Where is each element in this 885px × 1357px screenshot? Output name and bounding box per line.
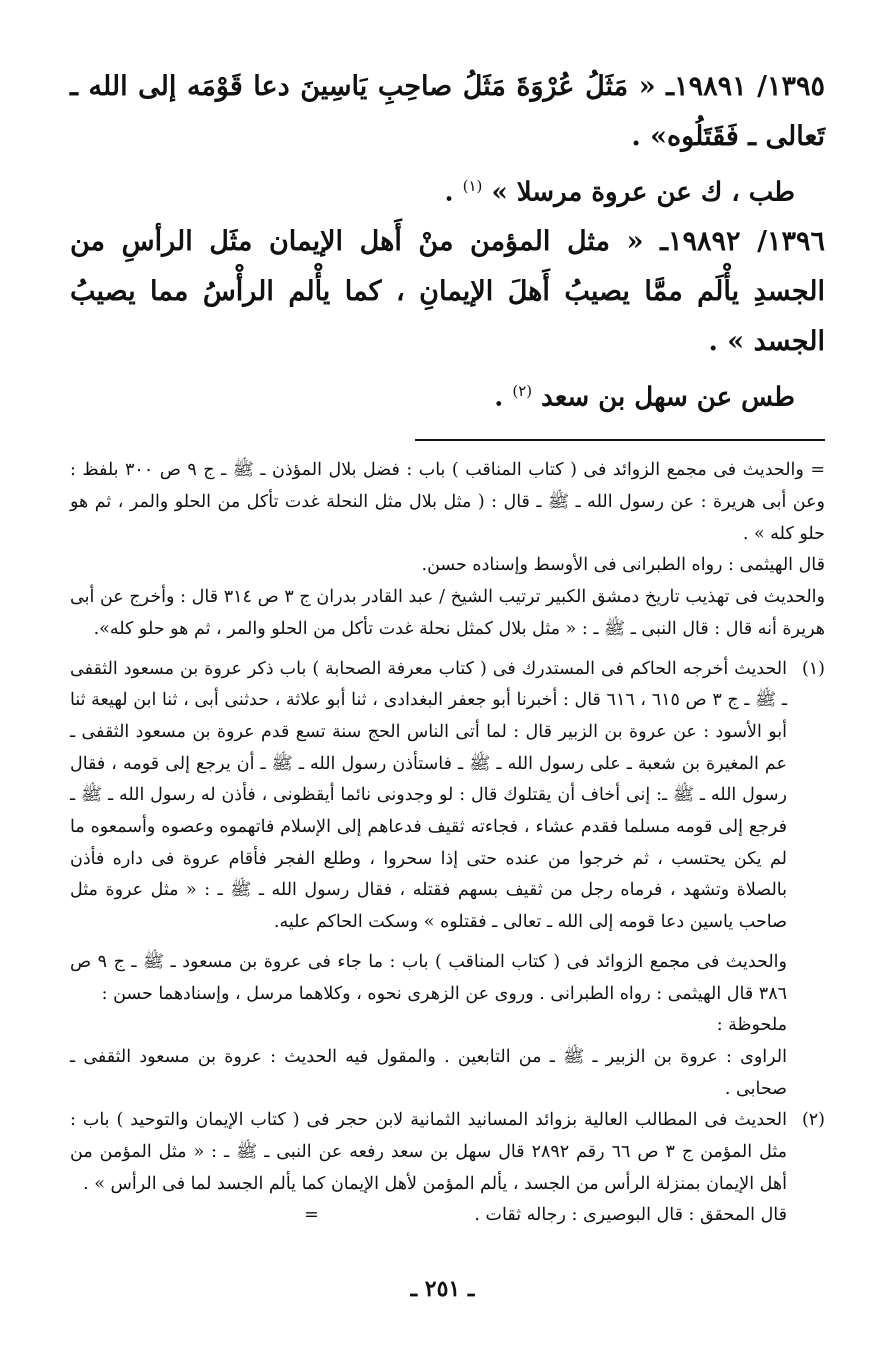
hadith-section [70,62,825,421]
footnote-paragraph: الحديث فى المطالب العالية بزوائد المسانيد الثمانية لابن حجر فى ( كتاب الإيمان والتوحيد ) باب : مثل المؤمن ج ٣ ص ٦٦ رقم ٢٨٩٢ قال سهل بن سعد رفعه عن النبى ـ ﷺ ـ : « مثل المؤمن من أهل الإيمان بمنزلة الرأس من الجسد ، يألم المؤمن لأهل الإيمان كما يألم الجسد لما فى الرأس » . [70,1110,787,1194]
footnote-paragraph: ملحوظة : [716,1015,787,1036]
footnote-paragraph: والحديث فى مجمع الزوائد فى ( كتاب المناقب ) باب : ما جاء فى عروة بن مسعود ـ ﷺ ـ ج ٩ ص ٣٨٦ قال الهيثمى : رواه الطبرانى . وروى عن الزهرى نحوه ، وكلاهما مرسل ، وإسنادهما حسن : [70,951,787,1004]
footnote-paragraph: الراوى : عروة بن الزبير ـ ﷺ ـ من التابعين . والمقول فيه الحديث : عروة بن مسعود الثقفى ـ صحابى . [70,1046,787,1099]
page-body [70,62,825,1232]
footnote-ref: (٢) [512,381,533,400]
continuation-paragraph: قال الهيثمى : رواه الطبرانى فى الأوسط وإسناده حسن. [421,555,825,576]
footnote-paragraph: الحديث أخرجه الحاكم فى المستدرك فى ( كتاب معرفة الصحابة ) باب ذكر عروة بن مسعود الثقفى ـ ﷺ ـ ج ٣ ص ٦١٥ ، ٦١٦ قال : أخبرنا أبو جعفر البغدادى ، ثنا أبو علاثة ، حدثنى أبى ، ثنا ابن لهيعة ثنا أبو الأسود : عن عروة بن الزبير قال : لما أتى الناس الحج سنة تسع قدم عروة بن مسعود الثقفى ـ عم المغيرة بن شعبة ـ على رسول الله ـ ﷺ ـ فاستأذن رسول الله ـ ﷺ ـ أن يرجع إلى قومه ، فقال رسول الله ـ ﷺ ـ: إنى أخاف أن يقتلوك قال : لو وجدونى نائما أيقظونى ، فأذن له رسول الله ـ ﷺ ـ فرجع إلى قومه مسلما فقدم عشاء ، فجاءته ثقيف فدعاهم إلى الإسلام فاتهموه وعصوه وأسمعوه ما لم يكن يحتسب ، ثم خرجوا من عنده حتى إذا سحروا ، وطلع الفجر فأقام عروة فى داره فأذن بالصلاة وتشهد ، فرماه رجل من ثقيف بسهم فقتله ، فقال رسول الله ـ ﷺ ـ : « مثل عروة مثل صاحب ياسين دعا قومه إلى الله ـ تعالى ـ فقتلوه » وسكت الحاكم عليه. [70,658,787,933]
footnote-ref: (١) [462,177,483,195]
footnote-divider [415,439,825,441]
footnote-number: (٢) [801,1110,825,1131]
page-number: ـ ٢٥١ ـ [410,1276,475,1302]
footnotes [70,455,825,1232]
hadith-1395 [70,62,825,162]
hadith-text: « مثل المؤمن منْ أَهل الإيمان مثَل الرأسِ من الجسدِ يأْلَم ممَّا يصيبُ أَهلَ الإيمانِ ، كما يأْلم الرأْسُ مما يصيبُ الجسد » . [70,225,825,357]
hadith-1396 [70,217,825,367]
footnote-2 [70,1105,825,1232]
hadith-text: « مَثَلُ عُرْوَةَ مَثَلُ صاحِبِ يَاسِينَ دعا قَوْمَه إلى الله ـ تَعالى ـ فَقَتَلُوه» . [70,71,825,152]
hadith-source: طب ، ك عن عروة مرسلا » $^{(١)}$ . [444,177,795,208]
continuation-mark: = [304,1205,319,1226]
footnote-1 [70,654,825,1106]
continuation-paragraph: = والحديث فى مجمع الزوائد فى ( كتاب المناقب ) باب : فضل بلال المؤذن ـ ﷺ ـ ج ٩ ص ٣٠٠ بلفظ : وعن أبى هريرة : عن رسول الله ـ ﷺ ـ قال : ( مثل بلال مثل النحلة غدت تأكل من الحلو والمر ، ثم هو حلو كله » . [70,460,826,544]
hadith-source: طس عن سهل بن سعد $^{(٢)}$ . [494,381,795,413]
hadith-number: ١٣٩٦/ ١٩٨٩٢ـ [660,225,826,257]
continuation-paragraph: والحديث فى تهذيب تاريخ دمشق الكبير ترتيب الشيخ / عبد القادر بدران ج ٣ ص ٣١٤ قال : وأخرج عن أبى هريرة أنه قال : قال النبى ـ ﷺ ـ : « مثل بلال كمثل نحلة غدت تأكل من الحلو والمر ، ثم هو حلو كله». [70,587,825,639]
footnote-last-line: قال المحقق : قال البوصيرى : رجاله ثقات . = [70,1200,787,1232]
footnote-number: (١) [801,658,825,679]
hadith-number: ١٣٩٥/ ١٩٨٩١ـ [666,71,826,102]
